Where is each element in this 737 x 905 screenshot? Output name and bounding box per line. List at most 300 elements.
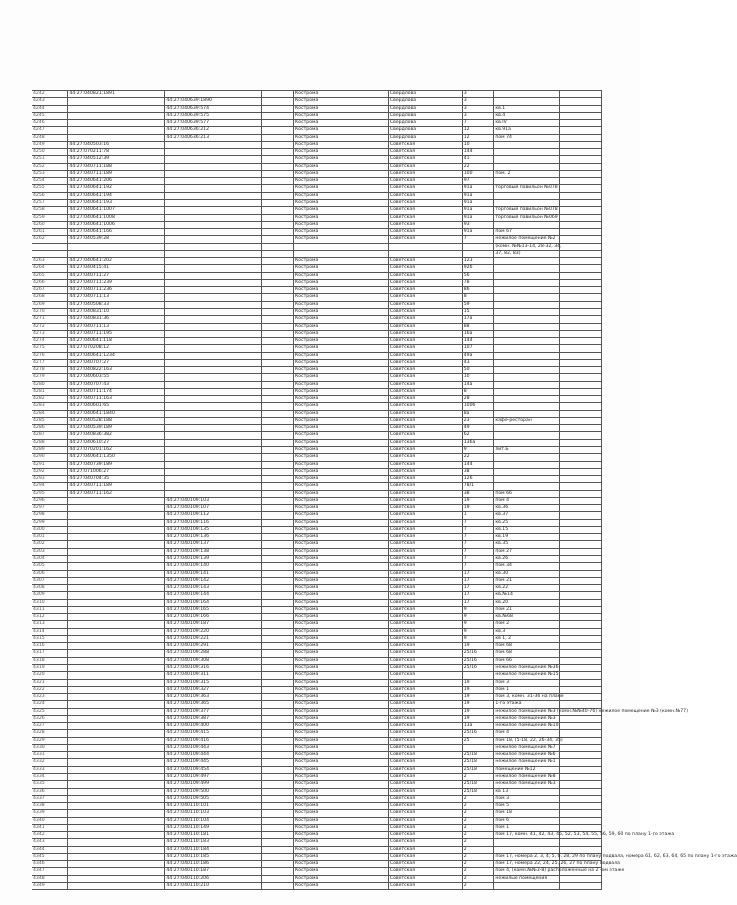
blank-cell <box>262 207 294 214</box>
city-cell: Кострома <box>294 817 389 824</box>
blank-cell <box>559 635 601 642</box>
note-cell <box>494 192 559 199</box>
blank-cell <box>559 345 601 352</box>
house-number-cell: 19 <box>462 708 494 715</box>
blank-cell <box>559 781 601 788</box>
note-cell <box>494 301 559 308</box>
cadastral-number: 44:27:040821:1891 <box>68 91 165 98</box>
note-cell <box>494 323 559 330</box>
blank-cell <box>559 541 601 548</box>
table-row <box>32 127 602 134</box>
street-cell: Советская <box>388 737 462 744</box>
cadastral-number-alt <box>165 229 262 236</box>
note-cell: нежилое помещение №3 <box>494 715 559 722</box>
row-number: 4322 <box>32 686 68 693</box>
table-row <box>32 410 602 417</box>
note-cell: кв.25 <box>494 519 559 526</box>
cadastral-number: 44:27:040831:36 <box>68 316 165 323</box>
blank-cell <box>559 272 601 279</box>
row-number: 4276 <box>32 352 68 359</box>
cadastral-number <box>68 643 165 650</box>
street-cell: Советская <box>388 468 462 475</box>
cadastral-number-alt: 44:27:040636:212 <box>165 127 262 134</box>
cadastral-number-alt <box>165 352 262 359</box>
cadastral-number-alt: 44:27:040109:143 <box>165 585 262 592</box>
blank-cell <box>559 178 601 185</box>
blank-cell <box>262 156 294 163</box>
house-number-cell: 7 <box>462 548 494 555</box>
row-number: 4331 <box>32 752 68 759</box>
cadastral-number-alt <box>165 178 262 185</box>
blank-cell <box>559 236 601 243</box>
row-number: 4256 <box>32 192 68 199</box>
house-number-cell: 43 <box>462 359 494 366</box>
house-number-cell: 91а <box>462 229 494 236</box>
blank-cell <box>559 664 601 671</box>
table-row <box>32 185 602 192</box>
row-number: 4291 <box>32 461 68 468</box>
blank-cell <box>559 563 601 570</box>
blank-cell <box>559 403 601 410</box>
table-row <box>32 570 602 577</box>
house-number-cell: 22 <box>462 454 494 461</box>
note-cell: нежилое помещение №6 <box>494 752 559 759</box>
cadastral-number <box>68 585 165 592</box>
street-cell: Советская <box>388 425 462 432</box>
table-row <box>32 163 602 170</box>
cadastral-number-alt: 44:27:040109:415 <box>165 730 262 737</box>
blank-cell <box>559 628 601 635</box>
note-cell <box>494 374 559 381</box>
blank-cell <box>559 105 601 112</box>
house-number-cell: 19 <box>462 679 494 686</box>
street-cell: Советская <box>388 577 462 584</box>
cadastral-number-alt <box>165 279 262 286</box>
row-number: 4248 <box>32 134 68 141</box>
table-row <box>32 781 602 788</box>
cadastral-number-alt: 44:27:040109:142 <box>165 577 262 584</box>
blank-cell <box>559 606 601 613</box>
row-number: 4264 <box>32 265 68 272</box>
row-number: 4272 <box>32 323 68 330</box>
street-cell: Советская <box>388 592 462 599</box>
blank-cell <box>559 141 601 148</box>
table-row <box>32 476 602 483</box>
note-cell <box>494 846 559 853</box>
blank-cell <box>559 287 601 294</box>
table-row <box>32 359 602 366</box>
blank-cell <box>559 207 601 214</box>
city-cell: Кострома <box>294 643 389 650</box>
blank-cell <box>262 541 294 548</box>
city-cell: Кострома <box>294 98 389 105</box>
row-number: 4300 <box>32 526 68 533</box>
street-cell: Советская <box>388 657 462 664</box>
street-cell: Свердлова <box>388 127 462 134</box>
cadastral-number-alt <box>165 410 262 417</box>
table-row <box>32 229 602 236</box>
blank-cell <box>559 490 601 497</box>
blank-cell <box>559 679 601 686</box>
note-cell: кв.IV <box>494 120 559 127</box>
note-cell <box>494 396 559 403</box>
street-cell: Советская <box>388 338 462 345</box>
blank-cell <box>559 243 601 250</box>
blank-cell <box>262 214 294 221</box>
row-number: 4349 <box>32 882 68 889</box>
house-number-cell: 62 <box>462 432 494 439</box>
cadastral-number: 44:27:040707:27 <box>68 359 165 366</box>
street-cell: Советская <box>388 832 462 839</box>
street-cell: Советская <box>388 621 462 628</box>
house-number-cell: 2 <box>462 803 494 810</box>
city-cell: Кострома <box>294 149 389 156</box>
cadastral-number <box>68 243 165 250</box>
table-row <box>32 134 602 141</box>
cadastral-number: 44:27:040831:10 <box>68 308 165 315</box>
table-row <box>32 149 602 156</box>
table-row <box>32 817 602 824</box>
cadastral-number <box>68 592 165 599</box>
note-cell <box>494 294 559 301</box>
blank-cell <box>262 824 294 831</box>
cadastral-number-alt <box>165 170 262 177</box>
city-cell: Кострома <box>294 345 389 352</box>
row-number: 4329 <box>32 737 68 744</box>
city-cell: Кострома <box>294 628 389 635</box>
row-number: 4265 <box>32 272 68 279</box>
table-row <box>32 221 602 228</box>
table-row <box>32 156 602 163</box>
street-cell: Советская <box>388 672 462 679</box>
note-cell: пом 67 <box>494 229 559 236</box>
blank-cell <box>262 127 294 134</box>
blank-cell <box>559 824 601 831</box>
cadastral-number-alt: 44:27:040109:139 <box>165 556 262 563</box>
cadastral-number-alt <box>165 447 262 454</box>
city-cell: Кострома <box>294 592 389 599</box>
row-number: 4279 <box>32 374 68 381</box>
street-cell: Советская <box>388 316 462 323</box>
house-number-cell: 8а <box>462 410 494 417</box>
blank-cell <box>262 163 294 170</box>
note-cell: помещение №12 <box>494 766 559 773</box>
house-number-cell: 136а <box>462 439 494 446</box>
row-number: 4341 <box>32 824 68 831</box>
blank-cell <box>262 272 294 279</box>
city-cell: Кострома <box>294 512 389 519</box>
note-cell: пом 74 <box>494 134 559 141</box>
city-cell: Кострома <box>294 744 389 751</box>
blank-cell <box>262 803 294 810</box>
house-number-cell: 91а <box>462 199 494 206</box>
cadastral-number: 44:27:040711:239 <box>68 279 165 286</box>
street-cell: Советская <box>388 650 462 657</box>
note-cell <box>494 308 559 315</box>
note-cell: нежилое помещение №7 <box>494 744 559 751</box>
house-number-cell: 19 <box>462 643 494 650</box>
table-row <box>32 541 602 548</box>
city-cell: Кострома <box>294 461 389 468</box>
house-number-cell: 8 <box>462 388 494 395</box>
blank-cell <box>262 120 294 127</box>
city-cell: Кострома <box>294 287 389 294</box>
cadastral-number-alt <box>165 388 262 395</box>
cadastral-number-alt <box>165 381 262 388</box>
cadastral-number-alt: 44:27:040110:183 <box>165 839 262 846</box>
cadastral-number: 44:27:040704:35 <box>68 476 165 483</box>
street-cell: Советская <box>388 824 462 831</box>
table-row <box>32 279 602 286</box>
city-cell: Кострома <box>294 839 389 846</box>
row-number: 4246 <box>32 120 68 127</box>
blank-cell <box>559 882 601 889</box>
house-number-cell: 38 <box>462 490 494 497</box>
table-row <box>32 694 602 701</box>
blank-cell <box>262 781 294 788</box>
table-row <box>32 388 602 395</box>
blank-cell <box>262 657 294 664</box>
street-cell: Советская <box>388 803 462 810</box>
cadastral-number-alt: 44:27:040110:181 <box>165 832 262 839</box>
cadastral-number-alt <box>165 367 262 374</box>
row-number: 4261 <box>32 229 68 236</box>
row-number: 4244 <box>32 105 68 112</box>
city-cell <box>294 243 389 250</box>
cadastral-number: 44:27:040836:382 <box>68 432 165 439</box>
house-number-cell: 25 <box>462 737 494 744</box>
blank-cell <box>262 294 294 301</box>
city-cell: Кострома <box>294 759 389 766</box>
table-row <box>32 352 602 359</box>
blank-cell <box>262 505 294 512</box>
blank-cell <box>262 577 294 584</box>
street-cell: Советская <box>388 795 462 802</box>
house-number-cell: 17 <box>462 577 494 584</box>
row-number: 4253 <box>32 170 68 177</box>
table-row <box>32 199 602 206</box>
blank-cell <box>262 766 294 773</box>
street-cell: Советская <box>388 766 462 773</box>
street-cell: Советская <box>388 287 462 294</box>
cadastral-number: 44:27:040641:166 <box>68 229 165 236</box>
blank-cell <box>262 650 294 657</box>
blank-cell <box>262 250 294 257</box>
cadastral-number <box>68 250 165 257</box>
blank-cell <box>262 795 294 802</box>
note-cell: 37, 82, 83) <box>494 250 559 257</box>
blank-cell <box>262 708 294 715</box>
table-row <box>32 192 602 199</box>
cadastral-number: 44:27:040641:1350 <box>68 454 165 461</box>
cadastral-number-alt: 44:27:040109:140 <box>165 563 262 570</box>
city-cell: Кострома <box>294 374 389 381</box>
row-number: 4344 <box>32 846 68 853</box>
table-row <box>32 664 602 671</box>
city-cell: Кострома <box>294 396 389 403</box>
note-cell: кв.36 <box>494 505 559 512</box>
cadastral-number-alt: 44:27:040109:288 <box>165 650 262 657</box>
cadastral-number-alt <box>165 330 262 337</box>
row-number: 4346 <box>32 861 68 868</box>
city-cell: Кострома <box>294 548 389 555</box>
house-number-cell: 8 <box>462 294 494 301</box>
row-number: 4282 <box>32 396 68 403</box>
city-cell: Кострома <box>294 730 389 737</box>
table-row <box>32 243 602 250</box>
blank-cell <box>262 585 294 592</box>
note-cell: пом 18 <box>494 810 559 817</box>
cadastral-number <box>68 628 165 635</box>
note-cell: пом 17, номера 22, 24, 25, 26, 27 по плану подвала <box>495 861 620 867</box>
city-cell: Кострома <box>294 338 389 345</box>
house-number-cell: 38 <box>462 468 494 475</box>
house-number-cell: 91а <box>462 185 494 192</box>
city-cell: Кострома <box>294 694 389 701</box>
row-number: 4290 <box>32 454 68 461</box>
table-row <box>32 265 602 272</box>
cadastral-number-alt: 44:27:040109:138 <box>165 548 262 555</box>
house-number-cell: 9 <box>462 635 494 642</box>
cadastral-number: 44:27:070201:162 <box>68 447 165 454</box>
blank-cell <box>559 773 601 780</box>
cadastral-number <box>68 730 165 737</box>
note-cell <box>494 425 559 432</box>
table-row <box>32 105 602 112</box>
cadastral-number-alt: 44:27:040110:185 <box>165 853 262 860</box>
house-number-cell: 123 <box>462 258 494 265</box>
cadastral-number-alt: 44:27:040110:184 <box>165 846 262 853</box>
blank-cell <box>559 585 601 592</box>
table-row <box>32 788 602 795</box>
blank-cell <box>262 454 294 461</box>
house-number-cell: 17 <box>462 599 494 606</box>
blank-cell <box>262 490 294 497</box>
cadastral-number: 44:27:040415:41 <box>68 265 165 272</box>
row-number: 4309 <box>32 592 68 599</box>
blank-cell <box>262 773 294 780</box>
row-number: 4325 <box>32 708 68 715</box>
cadastral-number <box>68 882 165 889</box>
cadastral-number-alt: 44:27:040109:363 <box>165 694 262 701</box>
blank-cell <box>262 447 294 454</box>
house-number-cell: 86 <box>462 287 494 294</box>
blank-cell <box>262 388 294 395</box>
row-number: 4274 <box>32 338 68 345</box>
street-cell: Советская <box>388 192 462 199</box>
row-number: 4271 <box>32 316 68 323</box>
row-number: 4336 <box>32 788 68 795</box>
house-number-cell: 7 <box>462 120 494 127</box>
blank-cell <box>262 810 294 817</box>
blank-cell <box>559 359 601 366</box>
blank-cell <box>559 294 601 301</box>
city-cell: Кострома <box>294 708 389 715</box>
city-cell: Кострома <box>294 824 389 831</box>
street-cell: Советская <box>388 454 462 461</box>
table-row <box>32 832 602 839</box>
house-number-cell: 19 <box>462 701 494 708</box>
row-number: 4278 <box>32 367 68 374</box>
cadastral-number: 44:27:040539:28 <box>68 236 165 243</box>
note-cell <box>494 882 559 889</box>
street-cell: Советская <box>388 635 462 642</box>
row-number: 4301 <box>32 534 68 541</box>
blank-cell <box>262 178 294 185</box>
street-cell: Советская <box>388 679 462 686</box>
blank-cell <box>262 672 294 679</box>
cadastral-number: 44:27:070211:78 <box>68 149 165 156</box>
table-row <box>32 483 602 490</box>
blank-cell <box>559 839 601 846</box>
street-cell: Советская <box>388 868 462 875</box>
cadastral-number <box>68 679 165 686</box>
cadastral-number <box>68 497 165 504</box>
blank-cell <box>262 664 294 671</box>
table-row <box>32 657 602 664</box>
cadastral-number <box>68 875 165 882</box>
cadastral-number <box>68 752 165 759</box>
street-cell <box>388 250 462 257</box>
house-number-cell: 91а <box>462 214 494 221</box>
blank-cell <box>262 846 294 853</box>
street-cell: Свердлова <box>388 98 462 105</box>
house-number-cell: 91а <box>462 192 494 199</box>
cadastral-number <box>68 606 165 613</box>
house-number-cell: 2 <box>462 868 494 875</box>
cadastral-number-alt <box>165 141 262 148</box>
table-row <box>32 497 602 504</box>
blank-cell <box>262 483 294 490</box>
note-cell: пом 68 <box>494 643 559 650</box>
city-cell: Кострома <box>294 432 389 439</box>
blank-cell <box>262 199 294 206</box>
city-cell: Кострома <box>294 381 389 388</box>
cadastral-number: 44:27:040711:13 <box>68 294 165 301</box>
house-number-cell: 93 <box>462 221 494 228</box>
cadastral-number <box>68 839 165 846</box>
cadastral-number: 44:27:040711:13 <box>68 323 165 330</box>
street-cell: Советская <box>388 447 462 454</box>
note-cell: пом 68 <box>494 650 559 657</box>
note-cell: пом 34 <box>494 563 559 570</box>
city-cell: Кострома <box>294 781 389 788</box>
table-row <box>32 294 602 301</box>
house-number-cell: 2 <box>462 773 494 780</box>
city-cell: Кострома <box>294 490 389 497</box>
city-cell: Кострома <box>294 170 389 177</box>
row-number: 4262 <box>32 236 68 243</box>
cadastral-number-alt <box>165 483 262 490</box>
blank-cell <box>262 134 294 141</box>
row-number: 4249 <box>32 141 68 148</box>
street-cell: Советская <box>388 882 462 889</box>
cadastral-number-alt: 44:27:040636:213 <box>165 134 262 141</box>
row-number: 4255 <box>32 185 68 192</box>
city-cell: Кострома <box>294 214 389 221</box>
table-row <box>32 643 602 650</box>
house-number-cell: 19 <box>462 694 494 701</box>
table-row <box>32 563 602 570</box>
cadastral-number-alt: 44:27:040109:400 <box>165 723 262 730</box>
cadastral-number-alt <box>165 461 262 468</box>
note-cell <box>494 410 559 417</box>
cadastral-number <box>68 853 165 860</box>
blank-cell <box>262 287 294 294</box>
cadastral-number-alt <box>165 323 262 330</box>
city-cell: Кострома <box>294 752 389 759</box>
blank-cell <box>262 512 294 519</box>
